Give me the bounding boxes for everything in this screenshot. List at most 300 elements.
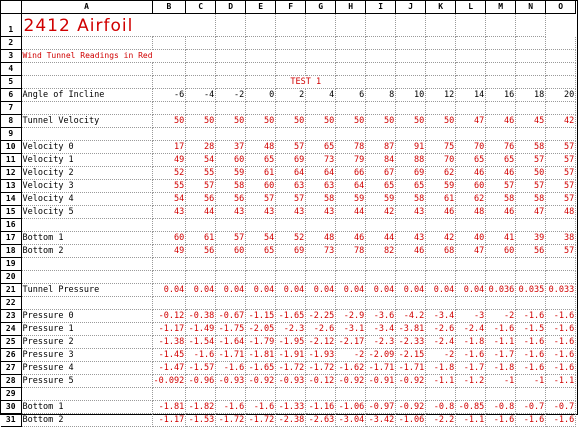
value-cell[interactable]: 63 <box>306 180 336 193</box>
value-cell[interactable]: -1.75 <box>216 323 246 336</box>
value-cell[interactable]: 57 <box>186 180 216 193</box>
value-cell[interactable]: 69 <box>396 167 426 180</box>
value-cell[interactable]: 10 <box>396 89 426 102</box>
value-cell[interactable]: -1.6 <box>216 362 246 375</box>
row-header[interactable]: 19 <box>1 258 21 271</box>
row-header[interactable]: 28 <box>1 375 21 388</box>
value-cell[interactable]: -0.12 <box>152 310 186 323</box>
cell[interactable] <box>396 76 426 89</box>
value-cell[interactable]: 64 <box>276 167 306 180</box>
row-label-cell[interactable] <box>21 297 152 310</box>
value-cell[interactable]: -3.04 <box>336 414 366 427</box>
cell[interactable] <box>546 271 576 284</box>
value-cell[interactable]: 39 <box>516 232 546 245</box>
cell[interactable] <box>246 258 276 271</box>
value-cell[interactable]: -4.2 <box>396 310 426 323</box>
value-cell[interactable]: -1.53 <box>186 414 216 427</box>
value-cell[interactable]: -1.6 <box>546 310 576 323</box>
value-cell[interactable]: 48 <box>456 206 486 219</box>
value-cell[interactable]: 2 <box>276 89 306 102</box>
value-cell[interactable]: 55 <box>152 180 186 193</box>
row-label-cell[interactable]: Bottom 1 <box>21 232 152 245</box>
test-label-cell[interactable]: TEST 1 <box>276 76 336 89</box>
cell[interactable] <box>546 76 576 89</box>
cell[interactable] <box>396 128 426 141</box>
value-cell[interactable]: 57 <box>486 180 516 193</box>
row-header[interactable]: 13 <box>1 180 21 193</box>
value-cell[interactable]: 43 <box>246 206 276 219</box>
value-cell[interactable]: 64 <box>336 180 366 193</box>
cell[interactable] <box>216 297 246 310</box>
value-cell[interactable]: -2.05 <box>246 323 276 336</box>
value-cell[interactable]: -1.8 <box>486 362 516 375</box>
cell[interactable] <box>276 102 306 115</box>
row-label-cell[interactable]: Bottom 1 <box>21 401 152 414</box>
value-cell[interactable]: 14 <box>456 89 486 102</box>
value-cell[interactable]: -4 <box>186 89 216 102</box>
value-cell[interactable]: -2 <box>486 310 516 323</box>
value-cell[interactable]: -1.54 <box>186 336 216 349</box>
cell[interactable] <box>456 102 486 115</box>
cell[interactable] <box>246 102 276 115</box>
cell[interactable] <box>366 271 396 284</box>
value-cell[interactable]: 70 <box>456 141 486 154</box>
value-cell[interactable]: -0.92 <box>336 375 366 388</box>
value-cell[interactable]: -0.092 <box>153 376 185 386</box>
cell[interactable] <box>276 14 306 37</box>
cell[interactable] <box>396 219 426 232</box>
value-cell[interactable]: 42 <box>546 115 576 128</box>
cell[interactable] <box>306 258 336 271</box>
cell[interactable] <box>486 388 516 401</box>
cell[interactable] <box>366 258 396 271</box>
value-cell[interactable]: 48 <box>546 206 576 219</box>
cell[interactable] <box>152 219 186 232</box>
cell[interactable] <box>336 388 366 401</box>
value-cell[interactable]: 41 <box>486 232 516 245</box>
cell[interactable] <box>546 128 576 141</box>
value-cell[interactable]: -3.6 <box>366 310 396 323</box>
cell[interactable] <box>336 14 366 37</box>
value-cell[interactable]: 0.04 <box>216 284 246 297</box>
value-cell[interactable]: 78 <box>336 245 366 258</box>
cell[interactable] <box>336 219 366 232</box>
value-cell[interactable]: 69 <box>276 245 306 258</box>
cell[interactable] <box>336 128 366 141</box>
value-cell[interactable]: 59 <box>366 193 396 206</box>
cell[interactable] <box>426 63 456 76</box>
value-cell[interactable]: -1.91 <box>276 349 306 362</box>
row-header[interactable]: 17 <box>1 232 21 245</box>
column-header-a[interactable]: A <box>21 1 152 14</box>
cell[interactable] <box>396 50 426 63</box>
cell[interactable] <box>276 50 306 63</box>
value-cell[interactable]: 58 <box>486 193 516 206</box>
row-label-cell[interactable] <box>21 37 152 50</box>
column-header-m[interactable]: M <box>486 1 516 14</box>
row-header[interactable]: 20 <box>1 271 21 284</box>
row-header[interactable]: 27 <box>1 362 21 375</box>
value-cell[interactable]: -1.15 <box>246 310 276 323</box>
cell[interactable] <box>456 63 486 76</box>
cell[interactable] <box>546 219 576 232</box>
cell[interactable] <box>456 50 486 63</box>
cell[interactable] <box>456 297 486 310</box>
value-cell[interactable]: 0.04 <box>366 284 396 297</box>
cell[interactable] <box>246 297 276 310</box>
row-header[interactable]: 16 <box>1 219 21 232</box>
cell[interactable] <box>152 128 186 141</box>
value-cell[interactable]: 0.04 <box>152 284 186 297</box>
value-cell[interactable]: -1.6 <box>546 349 576 362</box>
cell[interactable] <box>516 297 546 310</box>
cell[interactable] <box>306 102 336 115</box>
value-cell[interactable]: 43 <box>276 206 306 219</box>
row-label-cell[interactable]: Angle of Incline <box>21 89 152 102</box>
row-label-cell[interactable]: Bottom 2 <box>21 414 152 427</box>
value-cell[interactable]: 65 <box>246 245 276 258</box>
value-cell[interactable]: 38 <box>546 232 576 245</box>
value-cell[interactable]: 47 <box>516 206 546 219</box>
cell[interactable] <box>336 50 366 63</box>
cell[interactable] <box>366 102 396 115</box>
cell[interactable] <box>152 37 186 50</box>
cell[interactable] <box>486 271 516 284</box>
value-cell[interactable]: -2.15 <box>396 349 426 362</box>
cell[interactable] <box>276 271 306 284</box>
value-cell[interactable]: 56 <box>216 193 246 206</box>
row-label-cell[interactable]: Velocity 3 <box>21 180 152 193</box>
cell[interactable] <box>456 37 486 50</box>
cell[interactable] <box>186 63 216 76</box>
value-cell[interactable]: 47 <box>456 115 486 128</box>
row-header[interactable]: 26 <box>1 349 21 362</box>
cell[interactable] <box>246 219 276 232</box>
cell[interactable] <box>366 76 396 89</box>
cell[interactable] <box>546 102 576 115</box>
value-cell[interactable]: -1.7 <box>486 349 516 362</box>
value-cell[interactable]: 65 <box>396 180 426 193</box>
cell[interactable] <box>396 271 426 284</box>
column-header-j[interactable]: J <box>396 1 426 14</box>
value-cell[interactable]: -2 <box>336 349 366 362</box>
value-cell[interactable]: -2 <box>216 89 246 102</box>
value-cell[interactable]: -1.95 <box>276 336 306 349</box>
cell[interactable] <box>336 37 366 50</box>
cell[interactable] <box>546 37 576 50</box>
value-cell[interactable]: 69 <box>276 154 306 167</box>
value-cell[interactable]: 43 <box>396 232 426 245</box>
value-cell[interactable]: 65 <box>486 154 516 167</box>
row-label-cell[interactable]: Pressure 4 <box>21 362 152 375</box>
cell[interactable] <box>306 388 336 401</box>
value-cell[interactable]: 57 <box>546 154 576 167</box>
value-cell[interactable]: -0.92 <box>246 375 276 388</box>
row-header[interactable]: 23 <box>1 310 21 323</box>
row-label-cell[interactable]: Velocity 2 <box>21 167 152 180</box>
value-cell[interactable]: -2.3 <box>276 323 306 336</box>
cell[interactable] <box>276 63 306 76</box>
value-cell[interactable]: 0.04 <box>396 284 426 297</box>
value-cell[interactable]: 68 <box>426 245 456 258</box>
cell[interactable] <box>246 128 276 141</box>
column-header-e[interactable]: E <box>246 1 276 14</box>
cell[interactable] <box>546 297 576 310</box>
value-cell[interactable]: 8 <box>366 89 396 102</box>
sheet-title-cell[interactable]: 2412 Airfoil <box>21 14 216 37</box>
value-cell[interactable]: 61 <box>426 193 456 206</box>
cell[interactable] <box>246 271 276 284</box>
cell[interactable] <box>186 102 216 115</box>
cell[interactable] <box>486 37 516 50</box>
value-cell[interactable]: -1.65 <box>276 310 306 323</box>
value-cell[interactable]: 50 <box>186 115 216 128</box>
value-cell[interactable]: 47 <box>456 245 486 258</box>
row-label-cell[interactable]: Pressure 3 <box>21 349 152 362</box>
column-header-o[interactable]: O <box>546 1 576 14</box>
value-cell[interactable]: 44 <box>366 232 396 245</box>
value-cell[interactable]: 63 <box>276 180 306 193</box>
value-cell[interactable]: -2.09 <box>366 349 396 362</box>
value-cell[interactable]: -0.7 <box>516 401 546 414</box>
value-cell[interactable]: 56 <box>186 193 216 206</box>
value-cell[interactable]: 79 <box>336 154 366 167</box>
value-cell[interactable]: -1.82 <box>186 401 216 414</box>
value-cell[interactable]: -1.8 <box>426 362 456 375</box>
value-cell[interactable]: -1.6 <box>546 336 576 349</box>
cell[interactable] <box>396 102 426 115</box>
value-cell[interactable]: -0.91 <box>366 375 396 388</box>
cell[interactable] <box>516 219 546 232</box>
cell[interactable] <box>21 76 152 89</box>
cell[interactable] <box>186 297 216 310</box>
value-cell[interactable]: -1.6 <box>546 323 576 336</box>
row-label-cell[interactable] <box>21 102 152 115</box>
value-cell[interactable]: -3.42 <box>366 414 396 427</box>
row-header[interactable]: 5 <box>1 76 21 89</box>
cell[interactable] <box>152 388 186 401</box>
value-cell[interactable]: -1.2 <box>456 375 486 388</box>
row-header[interactable]: 3 <box>1 50 21 63</box>
cell[interactable] <box>246 50 276 63</box>
row-header[interactable]: 30 <box>1 401 21 414</box>
cell[interactable] <box>216 14 246 37</box>
row-label-cell[interactable] <box>21 219 152 232</box>
value-cell[interactable]: -1.71 <box>366 362 396 375</box>
row-header[interactable]: 2 <box>1 37 21 50</box>
cell[interactable] <box>546 50 576 63</box>
value-cell[interactable]: -1.81 <box>152 401 186 414</box>
value-cell[interactable]: -0.12 <box>306 375 336 388</box>
cell[interactable] <box>426 50 456 63</box>
value-cell[interactable]: -1.17 <box>152 414 186 427</box>
value-cell[interactable]: -1.38 <box>152 336 186 349</box>
cell[interactable] <box>516 37 546 50</box>
cell[interactable] <box>366 50 396 63</box>
cell[interactable] <box>396 297 426 310</box>
value-cell[interactable]: 46 <box>486 115 516 128</box>
value-cell[interactable]: -1.49 <box>186 323 216 336</box>
value-cell[interactable]: 50 <box>516 167 546 180</box>
value-cell[interactable]: 52 <box>152 167 186 180</box>
row-label-cell[interactable]: Bottom 2 <box>21 245 152 258</box>
value-cell[interactable]: -1.72 <box>306 362 336 375</box>
value-cell[interactable]: -1 <box>516 375 546 388</box>
value-cell[interactable]: 88 <box>396 154 426 167</box>
value-cell[interactable]: 57 <box>546 180 576 193</box>
value-cell[interactable]: -0.96 <box>186 375 216 388</box>
value-cell[interactable]: -1.71 <box>396 362 426 375</box>
value-cell[interactable]: -3.4 <box>426 310 456 323</box>
value-cell[interactable]: 50 <box>366 115 396 128</box>
value-cell[interactable]: -0.7 <box>546 401 576 414</box>
value-cell[interactable]: 57 <box>246 193 276 206</box>
value-cell[interactable]: 60 <box>486 245 516 258</box>
value-cell[interactable]: 49 <box>152 154 186 167</box>
value-cell[interactable]: 57 <box>546 193 576 206</box>
value-cell[interactable]: 50 <box>426 115 456 128</box>
value-cell[interactable]: -3 <box>456 310 486 323</box>
cell[interactable] <box>336 102 366 115</box>
value-cell[interactable]: 50 <box>152 115 186 128</box>
value-cell[interactable]: -1.62 <box>336 362 366 375</box>
cell[interactable] <box>152 258 186 271</box>
row-label-cell[interactable] <box>21 271 152 284</box>
value-cell[interactable]: 70 <box>426 154 456 167</box>
value-cell[interactable]: -1.5 <box>516 323 546 336</box>
value-cell[interactable]: 58 <box>396 193 426 206</box>
value-cell[interactable]: -2.38 <box>276 414 306 427</box>
value-cell[interactable]: 61 <box>186 232 216 245</box>
cell[interactable] <box>486 219 516 232</box>
value-cell[interactable]: 37 <box>216 141 246 154</box>
column-header-l[interactable]: L <box>456 1 486 14</box>
value-cell[interactable]: 28 <box>186 141 216 154</box>
value-cell[interactable]: 44 <box>336 206 366 219</box>
value-cell[interactable]: -2.4 <box>456 323 486 336</box>
cell[interactable] <box>516 388 546 401</box>
value-cell[interactable]: 50 <box>306 115 336 128</box>
cell[interactable] <box>516 271 546 284</box>
value-cell[interactable]: -1.06 <box>396 414 426 427</box>
row-header[interactable]: 6 <box>1 89 21 102</box>
cell[interactable] <box>426 102 456 115</box>
value-cell[interactable]: -2.2 <box>426 414 456 427</box>
value-cell[interactable]: 20 <box>546 89 576 102</box>
value-cell[interactable]: 60 <box>216 245 246 258</box>
value-cell[interactable]: -2.33 <box>396 336 426 349</box>
value-cell[interactable]: -0.92 <box>396 401 426 414</box>
cell[interactable] <box>486 258 516 271</box>
value-cell[interactable]: 48 <box>246 141 276 154</box>
value-cell[interactable]: 0 <box>246 89 276 102</box>
value-cell[interactable]: -0.93 <box>216 375 246 388</box>
value-cell[interactable]: 45 <box>516 115 546 128</box>
cell[interactable] <box>216 219 246 232</box>
value-cell[interactable]: 61 <box>246 167 276 180</box>
cell[interactable] <box>366 219 396 232</box>
cell[interactable] <box>456 271 486 284</box>
cell[interactable] <box>152 76 186 89</box>
value-cell[interactable]: -0.67 <box>216 310 246 323</box>
value-cell[interactable]: 56 <box>516 245 546 258</box>
cell[interactable] <box>306 50 336 63</box>
value-cell[interactable]: -2.17 <box>336 336 366 349</box>
value-cell[interactable]: 57 <box>516 154 546 167</box>
column-header-h[interactable]: H <box>336 1 366 14</box>
value-cell[interactable]: -1.72 <box>246 414 276 427</box>
cell[interactable] <box>216 50 246 63</box>
cell[interactable] <box>426 128 456 141</box>
column-header-d[interactable]: D <box>216 1 246 14</box>
value-cell[interactable]: 42 <box>426 232 456 245</box>
value-cell[interactable]: -2.12 <box>306 336 336 349</box>
value-cell[interactable]: 67 <box>366 167 396 180</box>
cell[interactable] <box>486 50 516 63</box>
value-cell[interactable]: 84 <box>366 154 396 167</box>
column-header-b[interactable]: B <box>152 1 186 14</box>
value-cell[interactable]: 46 <box>396 245 426 258</box>
cell[interactable] <box>456 76 486 89</box>
value-cell[interactable]: -0.8 <box>426 401 456 414</box>
value-cell[interactable]: -1.6 <box>456 349 486 362</box>
value-cell[interactable]: 75 <box>426 141 456 154</box>
value-cell[interactable]: -1.81 <box>246 349 276 362</box>
value-cell[interactable]: 59 <box>426 180 456 193</box>
row-header[interactable]: 12 <box>1 167 21 180</box>
row-label-cell[interactable]: Velocity 4 <box>21 193 152 206</box>
value-cell[interactable]: 48 <box>306 232 336 245</box>
cell[interactable] <box>426 76 456 89</box>
row-header[interactable]: 1 <box>1 14 21 37</box>
value-cell[interactable]: -2.6 <box>426 323 456 336</box>
value-cell[interactable]: -1.8 <box>456 336 486 349</box>
value-cell[interactable]: -1.6 <box>546 414 576 427</box>
cell[interactable] <box>486 297 516 310</box>
value-cell[interactable]: 0.04 <box>336 284 366 297</box>
row-label-cell[interactable]: Tunnel Velocity <box>21 115 152 128</box>
cell[interactable] <box>396 63 426 76</box>
value-cell[interactable]: 50 <box>336 115 366 128</box>
value-cell[interactable]: 0.036 <box>486 284 516 297</box>
value-cell[interactable]: -1.6 <box>546 362 576 375</box>
value-cell[interactable]: -1.6 <box>516 310 546 323</box>
row-header[interactable]: 25 <box>1 336 21 349</box>
column-header-k[interactable]: K <box>426 1 456 14</box>
cell[interactable] <box>186 37 216 50</box>
row-header[interactable]: 11 <box>1 154 21 167</box>
value-cell[interactable]: -1.17 <box>152 323 186 336</box>
row-label-cell[interactable] <box>21 128 152 141</box>
value-cell[interactable]: 60 <box>456 180 486 193</box>
value-cell[interactable]: -1.6 <box>216 401 246 414</box>
value-cell[interactable]: 40 <box>456 232 486 245</box>
cell[interactable] <box>486 102 516 115</box>
cell[interactable] <box>336 271 366 284</box>
row-header[interactable]: 18 <box>1 245 21 258</box>
cell[interactable] <box>426 14 456 37</box>
cell[interactable] <box>486 63 516 76</box>
row-label-cell[interactable]: Pressure 0 <box>21 310 152 323</box>
value-cell[interactable]: -1 <box>486 375 516 388</box>
cell[interactable] <box>216 128 246 141</box>
value-cell[interactable]: 43 <box>306 206 336 219</box>
cell[interactable] <box>152 271 186 284</box>
cell[interactable] <box>216 271 246 284</box>
value-cell[interactable]: -1.47 <box>152 362 186 375</box>
value-cell[interactable]: -0.8 <box>486 401 516 414</box>
value-cell[interactable]: 0.033 <box>546 284 576 297</box>
